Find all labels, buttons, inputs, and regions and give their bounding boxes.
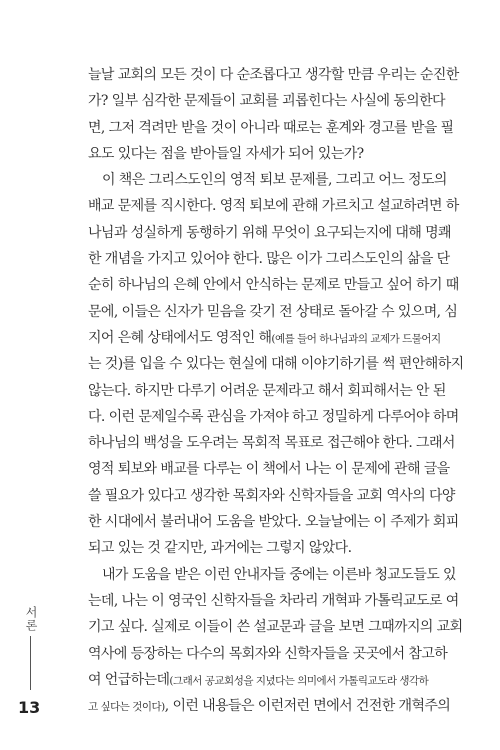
text-line: 배교 문제를 직시한다. 영적 퇴보에 관해 가르치고 설교하려면 하 [88,198,459,215]
text-line: 면, 그저 격려만 받을 것이 아니라 때로는 훈계와 경고를 받을 필 [88,119,454,136]
text-line: 하나님의 백성을 도우려는 목회적 목표로 접근해야 한다. 그래서 [88,435,455,452]
text-line: 문에, 이들은 신자가 믿음을 갖기 전 상태로 돌아갈 수 있으며, 심 [88,303,458,320]
text-run: , 이런 내용들은 이런저런 면에서 건전한 개혁주의 [164,698,451,715]
body-text [88,62,464,719]
text-line: 영적 퇴보와 배교를 다루는 이 책에서 나는 이 문제에 관해 글을 [88,461,450,478]
text-line: 한 시대에서 불러내어 도움을 받았다. 오늘날에는 이 주제가 회피 [88,514,459,531]
text-line: 는데, 나는 이 영국인 신학자들을 차라리 개혁파 가톨릭교도로 여 [88,592,459,609]
text-line: 늘날 교회의 모든 것이 다 순조롭다고 생각할 만큼 우리는 순진한 [88,67,459,83]
inline-note: (예를 들어 하나님과의 교제가 드물어지 [271,332,441,345]
text-line: 요도 있다는 점을 받아들일 자세가 되어 있는가? [88,145,364,162]
text-line: 다. 이런 문제일수록 관심을 가져야 하고 정밀하게 다루어야 하며 [88,408,459,425]
text-line: 되고 있는 것 같지만, 과거에는 그렇지 않았다. [88,540,352,557]
text-line: 않는다. 하지만 다루기 어려운 문제라고 해서 회피해서는 안 된 [88,382,446,399]
text-line: 한 개념을 가지고 있어야 한다. 많은 이가 그리스도인의 삶을 단 [88,251,450,268]
text-line-with-note [88,693,453,719]
text-line-with-note [88,325,453,351]
paragraph-start-line: 이 책은 그리스도인의 영적 퇴보 문제를, 그리고 어느 정도의 [102,172,447,189]
text-line: 는 것)를 입을 수 있다는 현실에 대해 이야기하기를 썩 편안해하지 [88,356,464,373]
text-line-with-note [88,667,453,693]
text-line: 역사에 등장하는 다수의 목회자와 신학자들을 곳곳에서 참고하 [88,645,448,662]
text-run: 여 언급하는데 [88,671,170,688]
side-divider [30,636,31,690]
text-run: 지어 은혜 상태에서도 영적인 해 [88,329,272,346]
text-line: 기고 싶다. 실제로 이들이 쓴 설교문과 글을 보면 그때까지의 교회 [88,619,463,636]
inline-note: (그래서 공교회성을 지녔다는 의미에서 가톨릭교도라 생각하 [169,674,429,687]
text-line: 순히 하나님의 은혜 안에서 안식하는 문제로 만들고 싶어 하기 때 [88,277,459,294]
text-line: 쓸 필요가 있다고 생각한 목회자와 신학자들을 교회 역사의 다양 [88,487,455,504]
page-number: 13 [18,698,41,717]
chapter-label: 서론 [24,606,38,632]
paragraph-start-line: 내가 도움을 받은 이런 안내자들 중에는 이른바 청교도들도 있 [102,566,456,583]
text-line: 나님과 성실하게 동행하기 위해 무엇이 요구되는지에 대해 명쾌 [88,224,451,241]
inline-note: 고 싶다는 것이다) [88,701,165,714]
text-line: 가? 일부 심각한 문제들이 교회를 괴롭힌다는 사실에 동의한다 [88,93,445,110]
